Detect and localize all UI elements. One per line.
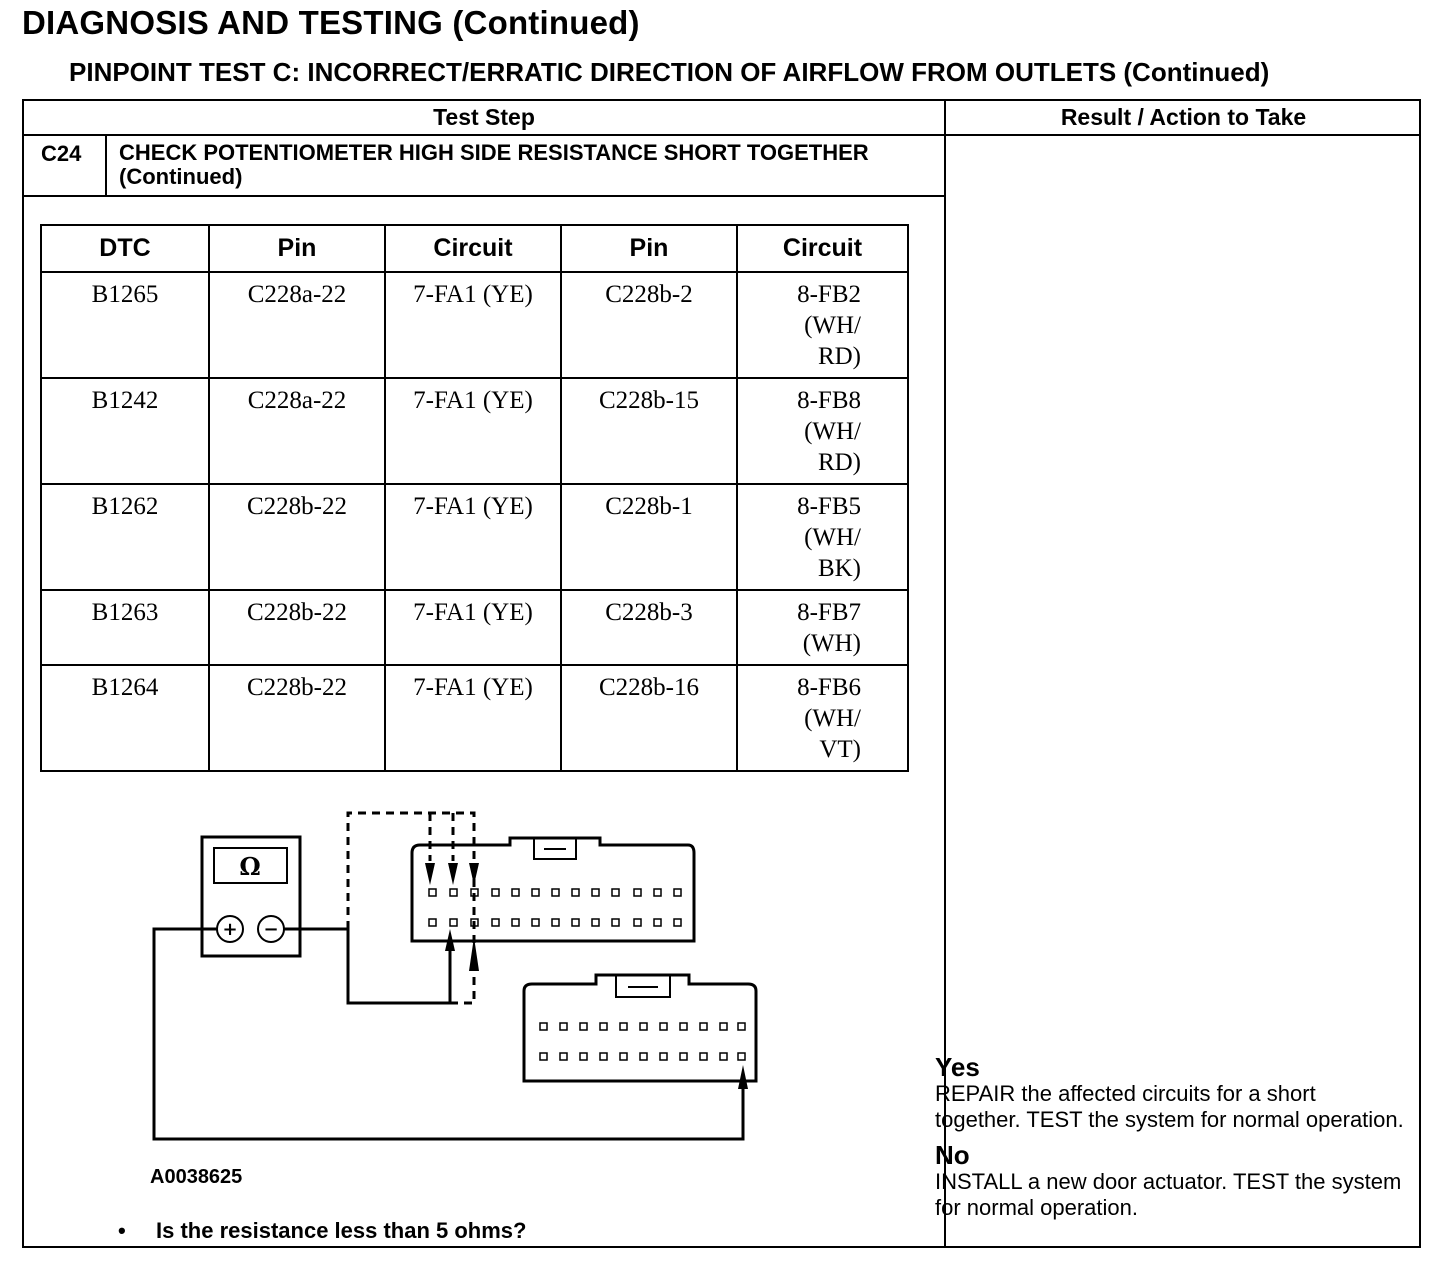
pin-cavity bbox=[592, 889, 599, 896]
minus-symbol: − bbox=[263, 919, 279, 940]
pin-cavity bbox=[620, 1053, 627, 1060]
dtc-cell: B1263 bbox=[41, 590, 209, 665]
step-number: C24 bbox=[41, 141, 82, 166]
plus-symbol: + bbox=[222, 919, 238, 940]
circuit-text: 8-FB7 (WH) bbox=[797, 599, 861, 657]
pin-cell: C228b-16 bbox=[561, 665, 737, 771]
pin-cavity bbox=[492, 919, 499, 926]
pin-cavity bbox=[580, 1053, 587, 1060]
pin-cavity bbox=[640, 1023, 647, 1030]
dashed-lead-inner bbox=[430, 813, 453, 861]
circuit-cell: 7-FA1 (YE) bbox=[385, 590, 561, 665]
no-label: No bbox=[935, 1140, 970, 1170]
pin-cavity bbox=[720, 1053, 727, 1060]
ohmmeter-connector-diagram bbox=[144, 801, 784, 1151]
probe-arrow bbox=[469, 863, 479, 885]
table-row bbox=[41, 378, 908, 484]
pin-cavity bbox=[552, 889, 559, 896]
pin-cavity bbox=[552, 919, 559, 926]
result-action-header: Result / Action to Take bbox=[1060, 104, 1307, 130]
circuit-cell bbox=[737, 378, 908, 484]
circuit-cell bbox=[737, 665, 908, 771]
pin-cavity bbox=[654, 919, 661, 926]
circuit-cell: 7-FA1 (YE) bbox=[385, 665, 561, 771]
table-row bbox=[41, 665, 908, 771]
dtc-cell: B1265 bbox=[41, 272, 209, 378]
pin-cavity bbox=[540, 1023, 547, 1030]
pin-cell: C228b-2 bbox=[561, 272, 737, 378]
pin-cavity bbox=[738, 1023, 745, 1030]
col-dtc: DTC bbox=[41, 225, 209, 272]
pin-cavity bbox=[492, 889, 499, 896]
pin-cavity bbox=[674, 919, 681, 926]
pin-cell: C228b-15 bbox=[561, 378, 737, 484]
col-pin-1: Pin bbox=[209, 225, 385, 272]
pin-cell: C228b-1 bbox=[561, 484, 737, 590]
dtc-table bbox=[40, 224, 909, 772]
bullet: • bbox=[118, 1218, 126, 1243]
pin-cavity bbox=[640, 1053, 647, 1060]
dtc-table-header-row bbox=[41, 225, 908, 272]
pin-cavity bbox=[450, 889, 457, 896]
pinpoint-test-title: PINPOINT TEST C: INCORRECT/ERRATIC DIRECTION OF AIRFLOW FROM OUTLETS (Continued) bbox=[69, 57, 1270, 87]
pin-cavity bbox=[600, 1023, 607, 1030]
pin-cavity bbox=[592, 919, 599, 926]
test-step-frame bbox=[22, 99, 1421, 1248]
circuit-cell bbox=[737, 484, 908, 590]
pin-cavity bbox=[572, 919, 579, 926]
pin-cavity bbox=[429, 889, 436, 896]
ohm-symbol: Ω bbox=[239, 852, 261, 881]
pin-cavity bbox=[620, 1023, 627, 1030]
connector-c228a-latch bbox=[534, 838, 576, 859]
circuit-text: 8-FB5 (WH/ BK) bbox=[797, 493, 861, 582]
pin-cavity bbox=[720, 1023, 727, 1030]
pin-cavity bbox=[512, 919, 519, 926]
pin-cell: C228b-3 bbox=[561, 590, 737, 665]
dtc-cell: B1264 bbox=[41, 665, 209, 771]
circuit-cell bbox=[737, 272, 908, 378]
pin-cavity bbox=[450, 919, 457, 926]
header-divider bbox=[24, 134, 1419, 136]
pin-cell: C228b-22 bbox=[209, 590, 385, 665]
pin-cell: C228a-22 bbox=[209, 272, 385, 378]
circuit-cell: 7-FA1 (YE) bbox=[385, 272, 561, 378]
circuit-cell bbox=[737, 590, 908, 665]
circuit-cell: 7-FA1 (YE) bbox=[385, 378, 561, 484]
pin-cavity bbox=[572, 889, 579, 896]
col-circuit-2: Circuit bbox=[737, 225, 908, 272]
table-row bbox=[41, 484, 908, 590]
pin-cavity bbox=[532, 919, 539, 926]
step-title: CHECK POTENTIOMETER HIGH SIDE RESISTANCE SHORT TOGETHER (Continued) bbox=[119, 140, 869, 189]
pin-cavity bbox=[674, 889, 681, 896]
page-title: DIAGNOSIS AND TESTING (Continued) bbox=[22, 4, 640, 41]
circuit-text: 8-FB2 (WH/ RD) bbox=[797, 281, 861, 370]
no-action: INSTALL a new door actuator. TEST the system for normal operation. bbox=[935, 1169, 1402, 1220]
test-step-header: Test Step bbox=[433, 104, 535, 130]
yes-label: Yes bbox=[935, 1052, 980, 1082]
pin-cavity bbox=[429, 919, 436, 926]
pin-cavity bbox=[560, 1053, 567, 1060]
circuit-text: 8-FB6 (WH/ VT) bbox=[797, 674, 861, 763]
pin-cavity bbox=[580, 1023, 587, 1030]
col-circuit-1: Circuit bbox=[385, 225, 561, 272]
pin-cavity bbox=[612, 889, 619, 896]
question-text: Is the resistance less than 5 ohms? bbox=[156, 1218, 527, 1243]
pin-cavity bbox=[700, 1053, 707, 1060]
test-question bbox=[118, 1218, 526, 1244]
table-row bbox=[41, 272, 908, 378]
pin-cavity bbox=[680, 1023, 687, 1030]
pin-cavity bbox=[634, 889, 641, 896]
pin-cavity bbox=[680, 1053, 687, 1060]
pin-cavity bbox=[532, 889, 539, 896]
step-number-divider bbox=[105, 136, 107, 195]
table-row bbox=[41, 590, 908, 665]
pin-cavity bbox=[660, 1053, 667, 1060]
pin-cavity bbox=[660, 1023, 667, 1030]
pin-cell: C228b-22 bbox=[209, 665, 385, 771]
probe-arrow bbox=[738, 1065, 748, 1089]
pin-cavity bbox=[512, 889, 519, 896]
pin-cavity bbox=[738, 1053, 745, 1060]
dtc-cell: B1242 bbox=[41, 378, 209, 484]
pin-cavity bbox=[560, 1023, 567, 1030]
pin-cavity bbox=[634, 919, 641, 926]
step-divider bbox=[24, 195, 944, 197]
result-panel bbox=[935, 1053, 1405, 1229]
dtc-cell: B1262 bbox=[41, 484, 209, 590]
pin-cavity bbox=[654, 889, 661, 896]
pin-cell: C228a-22 bbox=[209, 378, 385, 484]
connector-c228b-latch bbox=[616, 975, 670, 997]
circuit-text: 8-FB8 (WH/ RD) bbox=[797, 387, 861, 476]
probe-arrow bbox=[425, 863, 435, 885]
pin-cavity bbox=[540, 1053, 547, 1060]
pin-cavity bbox=[700, 1023, 707, 1030]
yes-action: REPAIR the affected circuits for a short together. TEST the system for normal operation. bbox=[935, 1081, 1404, 1132]
probe-arrow bbox=[448, 863, 458, 885]
circuit-cell: 7-FA1 (YE) bbox=[385, 484, 561, 590]
figure-id: A0038625 bbox=[150, 1166, 243, 1188]
col-pin-2: Pin bbox=[561, 225, 737, 272]
pin-cell: C228b-22 bbox=[209, 484, 385, 590]
pin-cavity bbox=[612, 919, 619, 926]
pin-cavity bbox=[600, 1053, 607, 1060]
